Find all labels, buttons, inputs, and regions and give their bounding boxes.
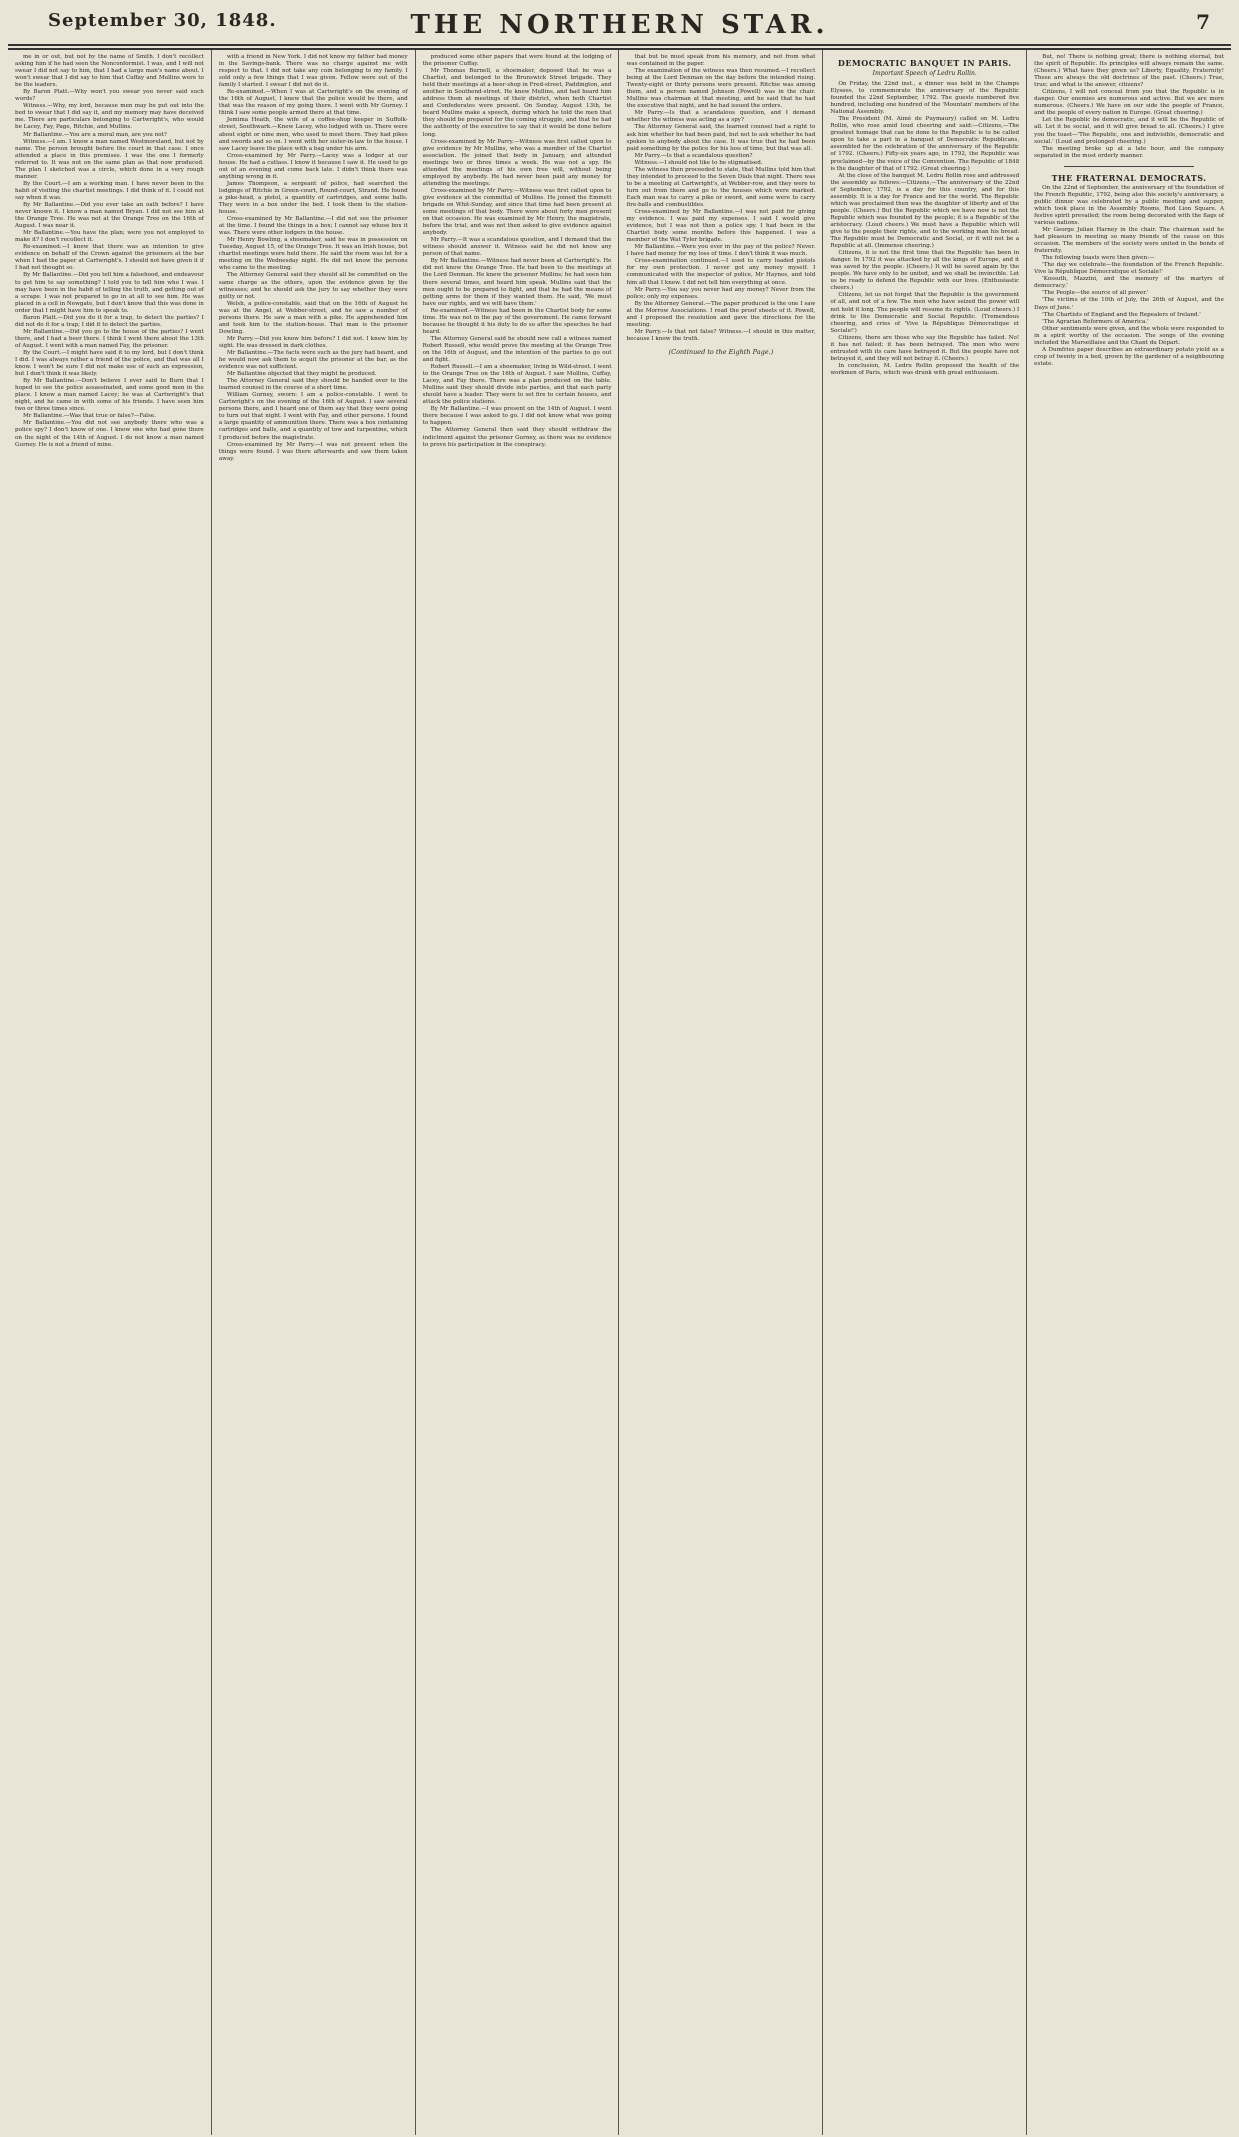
article-paragraph: Re-examined.—Witness had been in the Chartist body for some time. He was not in the pay of the government. He came forward because he thought it his duty to do so after the speeches he had heard. <box>422 307 612 335</box>
article-paragraph: Citizens, let us not forget that the Republic is the government of all, and not of a few. The men who have seized the power will not hold it long. The people will resume its rights. (Loud cheers.) I drink to the Democratic and Social Republic. (Tremendous cheering, and cries of 'Vive la République Démocratique et Sociale!') <box>830 292 1020 334</box>
article-paragraph: The following toasts were then given:— <box>1042 255 1155 262</box>
article-paragraph: The President (M. Aimé de Puymaury) called on M. Ledru Rollin, who rose amid loud cheering and said:—Citizens,—The greatest homage that can be done to the Republic is to be called upon to take a part in a banquet of Democratic Republicans, assembled for the celebration of the anniversary of the Republic of 1792. (Cheers.) Fifty-six years ago, in 1792, the Republic was proclaimed—by the voice of the Convention. The Republic of 1848 is the daughter of that of 1792. (Great cheering.) <box>830 116 1020 172</box>
article-paragraph: Re-examined.—I knew that there was an intention to give evidence on behalf of the Crown against the prisoners at the bar when I had the paper at Cartwright's. I should not have given it if I had not thought so. <box>15 244 204 272</box>
column-2 <box>212 50 416 2135</box>
article-paragraph: Citizens, it is not the first time that the Republic has been in danger. In 1792 it was attacked by all the kings of Europe, and it was saved by the people. (Cheers.) It will be saved again by the people. We have only to be united, and we shall be invincible. Let us be ready to defend the Republic with our lives. (Enthusiastic cheers.) <box>830 250 1020 292</box>
issue-date: September 30, 1848. <box>48 10 277 31</box>
article-paragraph: Mr Henry Bowling, a shoemaker, said he was in possession on Tuesday, August 15, of the Orange Tree. It was an Irish house, but chartist meetings were held there. He said the room was let for a meeting on the Wednesday night. He did not know the persons who came to the meeting. <box>218 237 408 272</box>
article-paragraph: Cross-examined by Mr Ballantine.—I did not see the prisoner at the time. I found the things in a box; I cannot say whose box it was. There were other lodgers in the house. <box>218 216 408 237</box>
article-paragraph: Baron Platt.—Did you do it for a trap, to detect the parties? I did not do it for a trap; I did it to detect the parties. <box>15 314 204 328</box>
article-paragraph: Mr Parry.—Is that a scandalous question, and I demand whether the witness was acting as a spy? <box>626 110 816 124</box>
article-paragraph: Robert Russell.—I am a shoemaker, living in Wild-street. I went to the Orange Tree on the 16th of August. I saw Mullins, Cuffay, Lacey, and Fay there. There was a plan produced on the table. Mullins said they should divide into parties, and that each party should have a leader. They were to set fire to certain houses, and attack the police stations. <box>422 364 612 406</box>
article-paragraph: By the Attorney General.—The paper produced is the one I saw at the Morrow Associations. I read the proof sheets of it. Powell, and I proposed the resolution and gave the directions for the meeting. <box>626 300 816 328</box>
section-divider <box>1064 166 1194 167</box>
article-paragraph: Mr Ballantine.—Was that true or false?—False. <box>23 413 156 420</box>
article-paragraph: Cross-examined by Mr Ballantine.—I was not paid for giving my evidence. I was paid my expenses. I said I would give evidence, but I was not then a police spy. I had been in the Chartist body some months before this happened. I was a member of the Wat Tyler brigade. <box>626 209 816 244</box>
article-paragraph: Mr Ballantine objected that they might be produced. <box>226 371 377 378</box>
article-heading: THE FRATERNAL DEMOCRATS. <box>1051 172 1207 183</box>
text-columns <box>8 50 1231 2135</box>
article-paragraph: Mr Parry.—Did you know him before? I did not. I knew him by sight. He was dressed in dark clothes. <box>218 335 408 349</box>
article-paragraph: Cross-examined by Mr Parry.—I was not present when the things were found. I was there afterwards and saw them taken away. <box>218 441 408 462</box>
article-paragraph: Re-examined.—When I was at Cartwright's on the evening of the 16th of August, I knew that the police would be there, and that was the reason of my going there. I went with Mr Gurney. I think I saw some people armed there at that time. <box>218 89 408 117</box>
article-paragraph: By Mr Ballantine.—I was present on the 14th of August. I went there because I was asked to go. I did not know what was going to happen. <box>422 406 612 427</box>
column-1 <box>8 50 212 2135</box>
article-paragraph: In conclusion, M. Ledru Rollin proposed the health of the workmen of Paris, which was drunk with great enthusiasm. <box>830 362 1020 376</box>
article-paragraph: 'The Agrarian Reformers of America.' <box>1042 318 1149 325</box>
article-paragraph: Citizens, there are those who say the Republic has failed. No! it has not failed; it has been betrayed. The men who were entrusted with its care have betrayed it. But the people have not betrayed it, and they will not betray it. (Cheers.) <box>830 334 1020 362</box>
article-paragraph: Cross-examined by Mr Parry.—Witness was first called upon to give evidence by Mr Mullins, who was a member of the Chartist association. He joined that body in January, and attended meetings two or three times a week. He was not a spy. He attended the meetings of his own free will, without being employed by anybody. He had never been paid any money for attending the meetings. <box>422 138 612 187</box>
article-paragraph: Jemima Heath, the wife of a coffee-shop keeper in Suffolk-street, Southwark.—Knew Lacey, who lodged with us. There were about eight or nine men, who used to meet there. They had pikes and swords and so on. I went with her sister-in-law to the house. I saw Lacey leave the place with a bag under his arm. <box>218 117 408 152</box>
article-paragraph: Witness.—Why, my lord, because men may be put out into the bed to swear that I did say it, and my memory may have deceived me. There are particulars belonging to Cartwright's, who would be Lacey, Fay, Page, Ritchie, and Mullins. <box>15 103 204 131</box>
article-paragraph: But, no! There is nothing great; there is nothing eternal, but the spirit of Republic. Its principles will always remain the same. (Cheers.) What have they given us? Liberty, Equality, Fraternity! These are always the old doctrines of the past. (Cheers.) True, true; and what is the answer, citizens? <box>1034 54 1224 89</box>
article-paragraph: By the Court.—I am a working man. I have never been in the habit of visiting the chartist meetings. I did think of it. I could not say when it was. <box>15 180 204 201</box>
article-paragraph: Mr George Julian Harney in the chair. The chairman said he had pleasure in meeting so many friends of the cause on this occasion. The members of the society were united in the bonds of fraternity. <box>1034 226 1224 255</box>
article-paragraph: Other sentiments were given, and the whole were responded to in a spirit worthy of the occasion. The songs of the evening included the Marseillaise and the Chant du Départ. <box>1034 325 1224 346</box>
article-paragraph: By the Court.—I might have said it to my lord, but I don't think I did. I was always rather a friend of the police, and that was all I know. I won't be sure I did not make use of such an expression, but I don't think it was likely. <box>15 349 204 378</box>
article-paragraph: Witness.—I am. I know a man named Westmoreland, but not by name. The person brought before the court in that case. I once attended a place in this premises. I was the one I formerly referred to. It was not on the same plan as that now produced. The plan I sketched was a circle, which done in a very rough manner. <box>15 138 204 180</box>
article-paragraph: 'The day we celebrate—the foundation of the French Republic. Vive la République Démocratique et Sociale!' <box>1034 262 1224 276</box>
article-paragraph: 'Kossuth, Mazzini, and the memory of the martyrs of democracy.' <box>1034 276 1224 290</box>
article-paragraph: The Attorney General then said they should withdraw the indictment against the prisoner Gurney, as there was no evidence to prove his participation in the conspiracy. <box>422 427 612 448</box>
article-paragraph: Mr Parry.—Is that not false? Witness.—I should in this matter, because I know the truth. <box>626 328 816 342</box>
article-paragraph: Mr Parry.—Is that a scandalous question? <box>634 152 753 159</box>
article-paragraph: Mr Ballantine.—You have the plan; were you not employed to make it? I don't recollect it. <box>15 230 204 244</box>
article-subheading: Important Speech of Ledru Rollin. <box>872 70 977 77</box>
article-paragraph: By Mr Ballantine.—Did you tell him a falsehood, and endeavour to get him to say something? I told you to tell him who I was. I may have been in the habit of telling the truth, and getting out of a scrape. I was not prepared to go in at all to see him. He was placed in a cell in Newgate, but I don't know that this was done in order that I might have him to speak to. <box>15 272 204 314</box>
article-paragraph: At the close of the banquet M. Ledru Rollin rose and addressed the assembly as follows:—Citizens,—The anniversary of the 22nd of September, 1792, is a day for this country, and for this assembly. It is a day for France and for the world. The Republic which was proclaimed then was the daughter of liberty and of the people. (Cheers.) But the Republic which we have now is not the Republic which was founded by the people; it is a Republic of the aristocracy. (Loud cheers.) We must have a Republic which will give to the people their rights, and to the working man his bread. The Republic must be Democratic and Social, or it will not be a Republic at all. (Immense cheering.) <box>830 172 1020 250</box>
article-heading: DEMOCRATIC BANQUET IN PARIS. <box>837 58 1012 68</box>
article-paragraph: Mr Parry.—You say you never had any money? Never from the police; only my expenses. <box>626 286 816 300</box>
article-paragraph: By Mr Ballantine.—Witness had never been at Cartwright's. He did not know the Orange Tree. He had been to the meetings at the Lord Denman. He knew the prisoner Mullins; he had seen him there several times, and heard him speak. Mullins said that the men ought to be prepared to fight, and that he had the means of getting arms for them if they wanted them. He said, 'We must have our rights, and we will have them.' <box>422 258 612 307</box>
article-paragraph: By Baron Platt.—Why won't you swear you never said such words? <box>15 89 204 103</box>
column-4 <box>619 50 823 2135</box>
article-paragraph: Mr Ballantine.—You did not see anybody there who was a police spy? I don't know of one. I know one who had gone there on the night of the 14th of August. I do not know a man named Gurney. He is not a friend of mine. <box>15 420 204 448</box>
article-paragraph: The meeting broke up at a late hour, and the company separated in the most orderly manner. <box>1034 145 1224 159</box>
article-paragraph: Mr Thomas Burnell, a shoemaker, deposed that he was a Chartist, and belonged to the Brunswick Street brigade. They held their meetings at a beer-shop in Fred-street, Paddington, and another in Southend-street. He knew Mullins, and had heard him address them at meetings of their district, when both Chartist and Confederates were present. On Sunday, August 13th, he heard Mullins make a speech, during which he told the men that they should be prepared for the coming struggle, and that he had the authority of the executive to say that it would be done before long. <box>422 68 612 138</box>
article-paragraph: me in or out, but not by the name of Smith. I don't recollect asking him if he had seen the Nonconformist. I was, and I will not swear I did not say to him, that I had a large man's name about. I won't swear that I did say to him that Cuffay and Mullins were to be the leaders. <box>15 54 204 89</box>
article-paragraph: 'The victims of the 10th of July, the 26th of August, and the Days of June.' <box>1034 297 1224 311</box>
column-6 <box>1027 50 1231 2135</box>
article-paragraph: that but he must speak from his memory, and not from what was contained in the paper. <box>626 54 816 68</box>
column-3 <box>416 50 620 2135</box>
article-paragraph: 'The People—the source of all power.' <box>1042 290 1149 297</box>
article-paragraph: with a friend in New York. I did not know my father had money in the Savings-bank. There was no charge against me with respect to that. I did not take any coin belonging to my family. I sold only a few things that I was given. Fellow were out of the family I started. I swear I did not do it. <box>218 54 408 89</box>
article-paragraph: Let the Republic be democratic, and it will be the Republic of all. Let it be social, and it will give bread to all. (Cheers.) I give you the toast—'The Republic, one and indivisible, democratic and social.' (Loud and prolonged cheering.) <box>1034 117 1224 145</box>
article-paragraph: Mr Ballantine.—Did you go to the house of the parties? I went there, and I had a beer there. I think I went there about the 13th of August. I went with a man named Fay, the prisoner. <box>15 328 204 349</box>
article-paragraph: Mr Ballantine.—You are a moral man, are you not? <box>23 131 167 138</box>
article-paragraph: Witness.—I should not like to be stigmatised. <box>634 159 763 166</box>
page-number: 7 <box>1196 10 1211 34</box>
article-paragraph: William Gurney, sworn: I am a police-constable. I went to Cartwright's on the evening of the 16th of August. I saw several persons there, and I heard one of them say that they were going to turn out that night. I went with Fay, and other persons. I found a large quantity of ammunition there. There was a box containing cartridges and balls, and a quantity of tow and turpentine, which I produced before the magistrate. <box>218 392 408 441</box>
article-paragraph: Cross-examined by Mr Parry.—Witness was first called upon to give evidence at the committal of Mullins. He joined the Emmett brigade on Whit-Sunday, and since that time had been present at some meetings of that body. There were about forty men present on that occasion. He was examined by Mr Henry, the magistrate, before the trial, and was not then asked to give evidence against anybody. <box>422 187 612 237</box>
column-5 <box>823 50 1027 2135</box>
article-paragraph: Mr Ballantine.—The facts were such as the jury had heard, and he would now ask them to acquit the prisoner at the bar, as the evidence was not sufficient. <box>218 349 408 371</box>
continued-note: (Continued to the Eighth Page.) <box>668 347 774 356</box>
article-paragraph: Mr Ballantine.—Were you ever in the pay of the police? Never. I have had money for my loss of time. I don't think it was much. <box>626 244 816 258</box>
article-paragraph: A Dumfries paper describes an extraordinary potato yield as a crop of twenty in a bed, grown by the gardener of a neighbouring estate. <box>1034 346 1224 367</box>
article-paragraph: Cross-examination continued.—I used to carry loaded pistols for my own protection. I never got any money myself. I communicated with the inspector of police, Mr Haynes, and told him all that I knew. I did not tell him everything at once. <box>626 258 816 286</box>
article-paragraph: Citizens, I will not conceal from you that the Republic is in danger. Our enemies are numerous and active. But we are more numerous. (Cheers.) We have on our side the people of France, and the people of every nation in Europe. (Great cheering.) <box>1034 89 1224 117</box>
article-paragraph: On Friday, the 22nd inst., a dinner was held in the Champs Elysees, to commemorate the anniversary of the Republic founded the 22nd September, 1792. The guests numbered five hundred, including one hundred of the 'Mountain' members of the National Assembly. <box>830 81 1020 116</box>
article-paragraph: The Attorney General said he should now call a witness named Robert Russell, who would prove the meeting at the Orange Tree on the 16th of August, and the intention of the parties to go out and fight. <box>422 335 612 364</box>
article-paragraph: The witness then proceeded to state, that Mullins told him that they intended to proceed to the Seven Dials that night. There was to be a meeting at Cartwright's, at Webber-row, and they were to turn out from there and go to the houses which were marked. Each man was to carry a pike or sword, and some were to carry fire-balls and combustibles. <box>626 166 816 208</box>
article-paragraph: Cross-examined by Mr Parry.—Lacey was a lodger at our house. He had a cutlass. I know it because I saw it. He used to go out of an evening and come back late. I didn't think there was anything wrong in it. <box>218 152 408 180</box>
article-paragraph: By Mr Ballantine.—Did you ever take an oath before? I have never known it. I know a man named Bryan. I did not see him at the Orange Tree. He was not at the Orange Tree on the 16th of August. I was near it. <box>15 201 204 230</box>
masthead <box>8 0 1231 46</box>
article-paragraph: James Thompson, a sergeant of police, had searched the lodgings of Ritchie in Green-court, Round-court, Strand. He found a pike-head, a pistol, a quantity of cartridges, and some balls. They were in a box under the bed. I took them to the station-house. <box>218 180 408 216</box>
newspaper-title: THE NORTHERN STAR. <box>410 10 829 40</box>
article-paragraph: Welsh, a police-constable, said that on the 16th of August he was at the Angel, at Webber-street, and he saw a number of persons there. He saw a man with a pike. He apprehended him and took him to the station-house. That man is the prisoner Dowling. <box>218 300 408 335</box>
article-paragraph: By Mr Ballantine.—Don't believe I ever said to Burn that I hoped to see the police assassinated, and some good men in the place. I know a man named Lacey; he was at Cartwright's that night, and he came in with some of his friends. I have seen him two or three times since. <box>15 378 204 413</box>
article-paragraph: 'The Chartists of England and the Repealers of Ireland.' <box>1042 311 1201 318</box>
article-paragraph: The Attorney General said, the learned counsel had a right to ask him whether he had been paid, but not to ask whether he had spoken to anybody about the case. It was true that he had been paid something by the police for his loss of time, but that was all. <box>626 124 816 152</box>
article-paragraph: The examination of the witness was then resumed.—I recollect being at the Lord Denman on the day before the intended rising. Twenty-eight or thirty persons were present. Ritchie was among them, and a person named Johnson (Powell) was in the chair. Mullins was chairman at that meeting, and he said that he had the executive that night, and he had issued the orders. <box>626 68 816 110</box>
article-paragraph: The Attorney General said they should be handed over to the learned counsel in the course of a short time. <box>218 378 408 392</box>
article-paragraph: The Attorney General said they should all be committed on the same charge as the others, upon the evidence given by the witnesses; and he should ask the jury to say whether they were guilty or not. <box>218 272 408 300</box>
article-paragraph: On the 22nd of September, the anniversary of the foundation of the French Republic, 1792, being also this society's anniversary, a public dinner was celebrated by a public meeting and supper, which took place in the Assembly Rooms, Red Lion Square. A festive spirit prevailed; the room being decorated with the flags of various nations. <box>1034 184 1224 226</box>
article-paragraph: Mr Parry.—It was a scandalous question, and I demand that the witness should answer it. Witness said he did not know any person of that name. <box>422 237 612 258</box>
article-paragraph: produced some other papers that were found at the lodging of the prisoner Cuffay. <box>422 54 612 68</box>
